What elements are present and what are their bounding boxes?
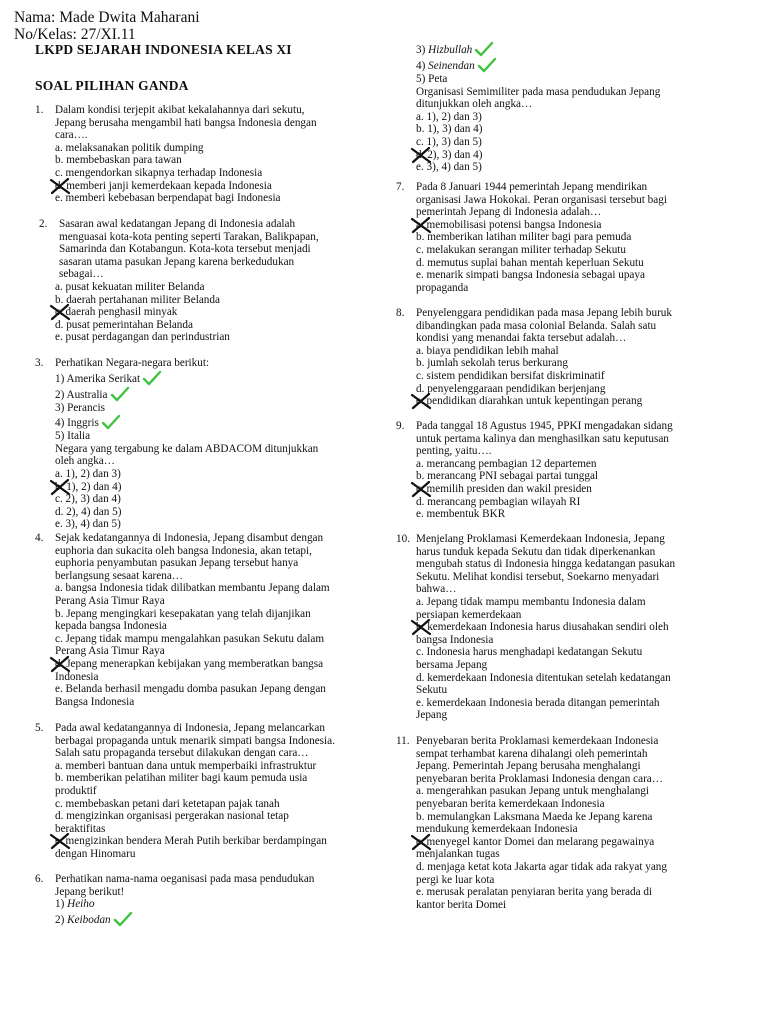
question-stem-line: cara…. xyxy=(55,129,88,142)
option-a[interactable]: a. mengerahkan pasukan Jepang untuk menghalangi xyxy=(416,785,649,798)
option-d-continued[interactable]: Sekutu xyxy=(416,684,448,697)
option-d[interactable]: d. memutus suplai bahan mentah keperluan Sekutu xyxy=(416,256,644,269)
cross-mark-icon xyxy=(410,480,432,498)
question-11 xyxy=(396,735,736,911)
option-b[interactable]: b. 1), 3) dan 4) xyxy=(416,123,483,136)
list-item: 3) Perancis xyxy=(55,401,106,414)
option-c-continued[interactable]: Perang Asia Timur Raya xyxy=(55,645,165,658)
option-d-continued[interactable]: pergi ke luar kota xyxy=(416,873,495,886)
option-label: b. 1), 2) dan 4) xyxy=(55,480,122,493)
question-stem-line: dibandingkan pada masa colonial Belanda. Salah satu xyxy=(416,319,657,332)
option-a-continued[interactable]: penyebaran berita kemerdekaan Indonesia xyxy=(416,797,605,810)
student-name: Nama: Made Dwita Maharani xyxy=(14,9,200,26)
cross-mark-icon xyxy=(410,618,432,636)
cross-mark-icon xyxy=(410,216,432,234)
cross-mark-icon xyxy=(49,832,71,850)
question-sub-stem: ditunjukkan oleh angka… xyxy=(416,98,533,111)
option-d[interactable]: d. kemerdekaan Indonesia ditentukan setelah kedatangan xyxy=(416,671,671,684)
option-b-continued[interactable]: bangsa Indonesia xyxy=(416,633,494,646)
option-b[interactable] xyxy=(396,621,736,634)
question-stem-line: bahwa… xyxy=(416,583,457,596)
option-a[interactable]: a. bangsa Indonesia tidak dilibatkan membantu Jepang dalam xyxy=(55,582,330,595)
question-stem-line: Jepang berusaha mengambil hati bangsa Indonesia dengan xyxy=(55,116,317,129)
question-8 xyxy=(396,307,726,408)
question-stem-line: Sejak kedatangannya di Indonesia, Jepang disambut dengan xyxy=(55,532,324,544)
option-c[interactable]: c. sistem pendidikan bersifat diskriminatif xyxy=(416,369,605,382)
option-b[interactable] xyxy=(35,481,375,494)
option-label: d. Jepang menerapkan kebijakan yang memberatkan bangsa xyxy=(55,657,324,670)
question-stem-line: Penyebaran berita Proklamasi kemerdekaan Indonesia xyxy=(416,735,659,747)
option-a[interactable]: a. Jepang tidak mampu membantu Indonesia dalam xyxy=(416,595,646,608)
list-item: 5) Peta xyxy=(416,73,448,85)
option-c[interactable]: c. 2), 3) dan 4) xyxy=(55,493,121,506)
option-e-continued[interactable]: kantor berita Domei xyxy=(416,898,507,911)
question-stem-line: Jepang. Pemerintah Jepang berusaha menghalangi xyxy=(416,760,641,773)
check-mark-icon xyxy=(110,386,130,402)
question-number: 8. xyxy=(396,307,405,319)
option-b[interactable]: b. memberikan pelatihan militer bagi kaum pemuda usia xyxy=(55,772,308,785)
question-stem-line: mengubah status di Indonesia hingga kedatangan pasukan xyxy=(416,558,676,571)
option-e[interactable]: e. merusak peralatan penyiaran berita yang berada di xyxy=(416,886,653,899)
check-mark-icon xyxy=(113,911,133,927)
option-b[interactable]: b. daerah pertahanan militer Belanda xyxy=(55,293,220,306)
option-label: c. memilih presiden dan wakil presiden xyxy=(416,482,592,495)
question-stem-line: Jepang berikut! xyxy=(55,885,125,898)
question-4 xyxy=(35,532,380,708)
option-d[interactable]: d. 2), 4) dan 5) xyxy=(55,505,122,518)
question-number: 11. xyxy=(396,735,410,747)
option-label: e. pendidikan diarahkan untuk kepentingan perang xyxy=(416,395,643,408)
option-e-continued[interactable]: Bangsa Indonesia xyxy=(55,695,135,708)
option-label: d. 2), 3) dan 4) xyxy=(416,148,483,161)
question-stem-line: Perhatikan Negara-negara berikut: xyxy=(55,357,210,369)
question-stem-line: Pada tanggal 18 Agustus 1945, PPKI mengadakan sidang xyxy=(416,420,673,432)
option-d[interactable]: d. penyelenggaraan pendidikan berjenjang xyxy=(416,382,606,395)
option-c[interactable]: c. melakukan serangan militer terhadap Sekutu xyxy=(416,243,627,256)
option-a[interactable]: a. memberi bantuan dana untuk memperbaiki infrastruktur xyxy=(55,759,317,772)
option-label: a. memobilisasi potensi bangsa Indonesia xyxy=(416,218,602,231)
option-a[interactable] xyxy=(396,219,726,232)
cross-mark-icon xyxy=(410,392,432,410)
question-stem-line: organisasi Jawa Hokokai. Peran organisasi tersebut bagi xyxy=(416,193,667,206)
question-stem-line: harus tunduk kepada Sekutu dan tidak diperkenankan xyxy=(416,545,656,558)
list-item: 3) Hizbullah xyxy=(396,41,726,57)
list-item: 2) Australia xyxy=(35,386,375,402)
cross-mark-icon xyxy=(49,655,71,673)
option-label: b. kemerdekaan Indonesia harus diusahakan sendiri oleh xyxy=(416,621,669,634)
option-c[interactable] xyxy=(396,836,736,849)
option-d[interactable] xyxy=(396,149,726,162)
question-stem-line: penyebaran berita Proklamasi Indonesia dengan cara… xyxy=(416,772,663,785)
question-stem-line: pemerintah Jepang di Indonesia adalah… xyxy=(416,206,602,219)
option-b-continued[interactable]: mendukung kemerdekaan Indonesia xyxy=(416,823,578,836)
question-number: 10. xyxy=(396,533,410,545)
option-d-continued[interactable]: Indonesia xyxy=(55,670,99,683)
cross-mark-icon xyxy=(410,146,432,164)
option-b-continued[interactable]: produktif xyxy=(55,784,97,797)
question-number: 9. xyxy=(396,420,405,432)
option-a[interactable]: a. merancang pembagian 12 departemen xyxy=(416,457,597,470)
option-d[interactable]: d. pusat pemerintahan Belanda xyxy=(55,318,193,331)
option-e[interactable]: e. 3), 4) dan 5) xyxy=(55,518,121,531)
option-e-continued[interactable]: dengan Hinomaru xyxy=(55,847,136,860)
question-5 xyxy=(35,722,380,861)
question-number: 3. xyxy=(35,357,44,369)
question-6 xyxy=(35,873,380,927)
list-item: 1) Amerika Serikat xyxy=(35,370,375,386)
question-stem-line: untuk pertama kalinya dan menghasilkan satu keputusan xyxy=(416,432,669,445)
option-b[interactable]: b. memberikan latihan militer bagi para pemuda xyxy=(416,231,632,244)
question-10 xyxy=(396,533,736,722)
question-stem-line: Menjelang Proklamasi Kemerdekaan Indonesia, Jepang xyxy=(416,533,665,545)
option-a-continued[interactable]: persiapan kemerdekaan xyxy=(416,608,522,621)
question-stem-line: Pada 8 Januari 1944 pemerintah Jepang mendirikan xyxy=(416,181,648,193)
option-c[interactable]: c. 1), 3) dan 5) xyxy=(416,135,482,148)
question-stem-line: kondisi yang menandai fakta tersebut adalah… xyxy=(416,332,627,345)
option-label: d. memberi janji kemerdekaan kepada Indonesia xyxy=(55,179,272,192)
question-sub-stem: oleh angka… xyxy=(55,455,115,468)
option-a[interactable]: a. 1), 2) dan 3) xyxy=(55,467,121,480)
cross-mark-icon xyxy=(410,833,432,851)
option-c[interactable]: c. Jepang tidak mampu mengalahkan pasukan Sekutu dalam xyxy=(55,632,325,645)
question-9 xyxy=(396,420,726,521)
question-stem-line: berbagai propaganda untuk menarik simpati bangsa Indonesia. xyxy=(55,734,335,747)
option-e[interactable]: e. membentuk BKR xyxy=(416,508,506,521)
option-b[interactable]: b. jumlah sekolah terus berkurang xyxy=(416,357,568,370)
question-stem-line: euphoria dan sukacita oleh bangsa Indonesia, akan tetapi, xyxy=(55,544,312,557)
option-d[interactable]: d. menjaga ketat kota Jakarta agar tidak ada rakyat yang xyxy=(416,860,667,873)
student-class: No/Kelas: 27/XI.11 xyxy=(14,26,136,43)
question-number: 4. xyxy=(35,532,44,544)
section-title: SOAL PILIHAN GANDA xyxy=(35,78,189,93)
check-mark-icon xyxy=(142,370,162,386)
option-c[interactable] xyxy=(396,483,726,496)
list-item: 4) Inggris xyxy=(35,414,375,430)
question-stem-line: Samarinda dan Kotabangun. Kota-kota tersebut menjadi xyxy=(59,243,311,256)
list-item: 2) Keibodan xyxy=(35,911,380,927)
option-e[interactable]: e. Belanda berhasil mengadu domba pasukan Jepang dengan xyxy=(55,683,326,696)
option-a-continued[interactable]: Perang Asia Timur Raya xyxy=(55,594,165,607)
option-a[interactable]: a. pusat kekuatan militer Belanda xyxy=(55,280,205,293)
option-e[interactable]: e. kemerdekaan Indonesia berada ditangan pemerintah xyxy=(416,696,660,709)
question-number: 1. xyxy=(35,104,44,116)
option-label: c. daerah penghasil minyak xyxy=(55,306,178,319)
option-e[interactable]: e. 3), 4) dan 5) xyxy=(416,161,482,174)
question-stem-line: penting, yaitu…. xyxy=(416,445,492,458)
option-d-continued[interactable]: beraktifitas xyxy=(55,822,106,835)
option-b[interactable]: b. membebaskan para tawan xyxy=(55,154,182,167)
cross-mark-icon xyxy=(49,177,71,195)
option-b-continued[interactable]: kepada bangsa Indonesia xyxy=(55,620,167,633)
option-d[interactable]: d. mengizinkan organisasi pergerakan nasional tetap xyxy=(55,810,289,823)
question-stem-line: sebagai… xyxy=(59,268,104,281)
question-number: 7. xyxy=(396,181,405,193)
option-e[interactable] xyxy=(35,835,380,848)
question-stem-line: berlangsung sesaat karena… xyxy=(55,569,183,582)
option-a[interactable]: a. biaya pendidikan lebih mahal xyxy=(416,344,559,357)
option-c[interactable]: c. membebaskan petani dari ketetapan pajak tanah xyxy=(55,797,280,810)
option-e[interactable]: e. pusat perdagangan dan perindustrian xyxy=(55,331,230,344)
option-label: c. menyegel kantor Domei dan melarang pegawainya xyxy=(416,835,655,848)
question-stem-line: sempat terhambat karena dihalangi oleh pemerintah xyxy=(416,747,648,760)
question-6-continued xyxy=(396,41,726,174)
question-stem-line: menguasai kota-kota penting seperti Tarakan, Balikpapan, xyxy=(59,230,319,243)
check-mark-icon xyxy=(101,414,121,430)
question-sub-stem: Organisasi Semimiliter pada masa pendudukan Jepang xyxy=(416,85,661,98)
question-number: 2. xyxy=(39,218,48,230)
check-mark-icon xyxy=(474,41,494,57)
option-e-continued[interactable]: propaganda xyxy=(416,281,469,294)
option-c[interactable]: c. mengendorkan sikapnya terhadap Indonesia xyxy=(55,166,263,179)
question-stem-line: Penyelenggara pendidikan pada masa Jepang lebih buruk xyxy=(416,307,672,319)
option-a[interactable]: a. 1), 2) dan 3) xyxy=(416,110,482,123)
question-number: 6. xyxy=(35,873,44,885)
option-c[interactable]: c. Indonesia harus menghadapi kedatangan Sekutu xyxy=(416,646,643,659)
list-item: 4) Seinendan xyxy=(396,57,726,73)
option-b[interactable]: b. merancang PNI sebagai partai tunggal xyxy=(416,470,599,483)
document-title: LKPD SEJARAH INDONESIA KELAS XI xyxy=(35,42,292,57)
question-stem-line: Dalam kondisi terjepit akibat kekalahannya dari sekutu, xyxy=(55,104,305,116)
option-label: e. mengizinkan bendera Merah Putih berkibar berdampingan xyxy=(55,835,327,848)
question-stem-line: sasaran utama pasukan Jepang karena berkedudukan xyxy=(59,255,295,268)
option-b[interactable]: b. memulangkan Laksmana Maeda ke Jepang karena xyxy=(416,810,653,823)
question-2 xyxy=(39,218,379,344)
option-e[interactable] xyxy=(396,395,726,408)
option-b[interactable]: b. Jepang mengingkari kesepakatan yang telah dijanjikan xyxy=(55,607,311,620)
question-stem-line: Salah satu propaganda tersebut dilakukan dengan cara… xyxy=(55,747,309,760)
list-item: 5) Italia xyxy=(55,430,91,443)
question-7 xyxy=(396,181,726,294)
question-3 xyxy=(35,357,375,531)
option-a[interactable]: a. melaksanakan politik dumping xyxy=(55,141,204,154)
cross-mark-icon xyxy=(49,478,71,496)
option-e[interactable]: e. memberi kebebasan berpendapat bagi Indonesia xyxy=(55,192,281,205)
option-c-continued[interactable]: bersama Jepang xyxy=(416,658,488,671)
list-item: 1) Heiho xyxy=(55,898,95,911)
option-c[interactable] xyxy=(39,306,379,319)
question-number: 5. xyxy=(35,722,44,734)
cross-mark-icon xyxy=(49,303,71,321)
question-stem-line: Pada awal kedatangannya di Indonesia, Jepang melancarkan xyxy=(55,722,325,734)
option-e-continued[interactable]: Jepang xyxy=(416,709,448,722)
option-d[interactable] xyxy=(35,180,375,193)
option-c-continued[interactable]: menjalankan tugas xyxy=(416,848,500,861)
option-e[interactable]: e. menarik simpati bangsa Indonesia sebagai upaya xyxy=(416,269,645,282)
check-mark-icon xyxy=(477,57,497,73)
question-stem-line: Sasaran awal kedatangan Jepang di Indonesia adalah xyxy=(59,218,296,230)
question-stem-line: Perhatikan nama-nama oeganisasi pada masa pendudukan xyxy=(55,873,315,885)
question-stem-line: euphoria penyambutan pasukan Jepang tersebut hanya xyxy=(55,557,299,570)
question-stem-line: Sekutu. Melihat kondisi tersebut, Soekarno menyadari xyxy=(416,570,660,583)
option-d[interactable] xyxy=(35,658,380,671)
question-sub-stem: Negara yang tergabung ke dalam ABDACOM ditunjukkan xyxy=(55,442,319,455)
question-1 xyxy=(35,104,375,205)
option-d[interactable]: d. merancang pembagian wilayah RI xyxy=(416,495,581,508)
